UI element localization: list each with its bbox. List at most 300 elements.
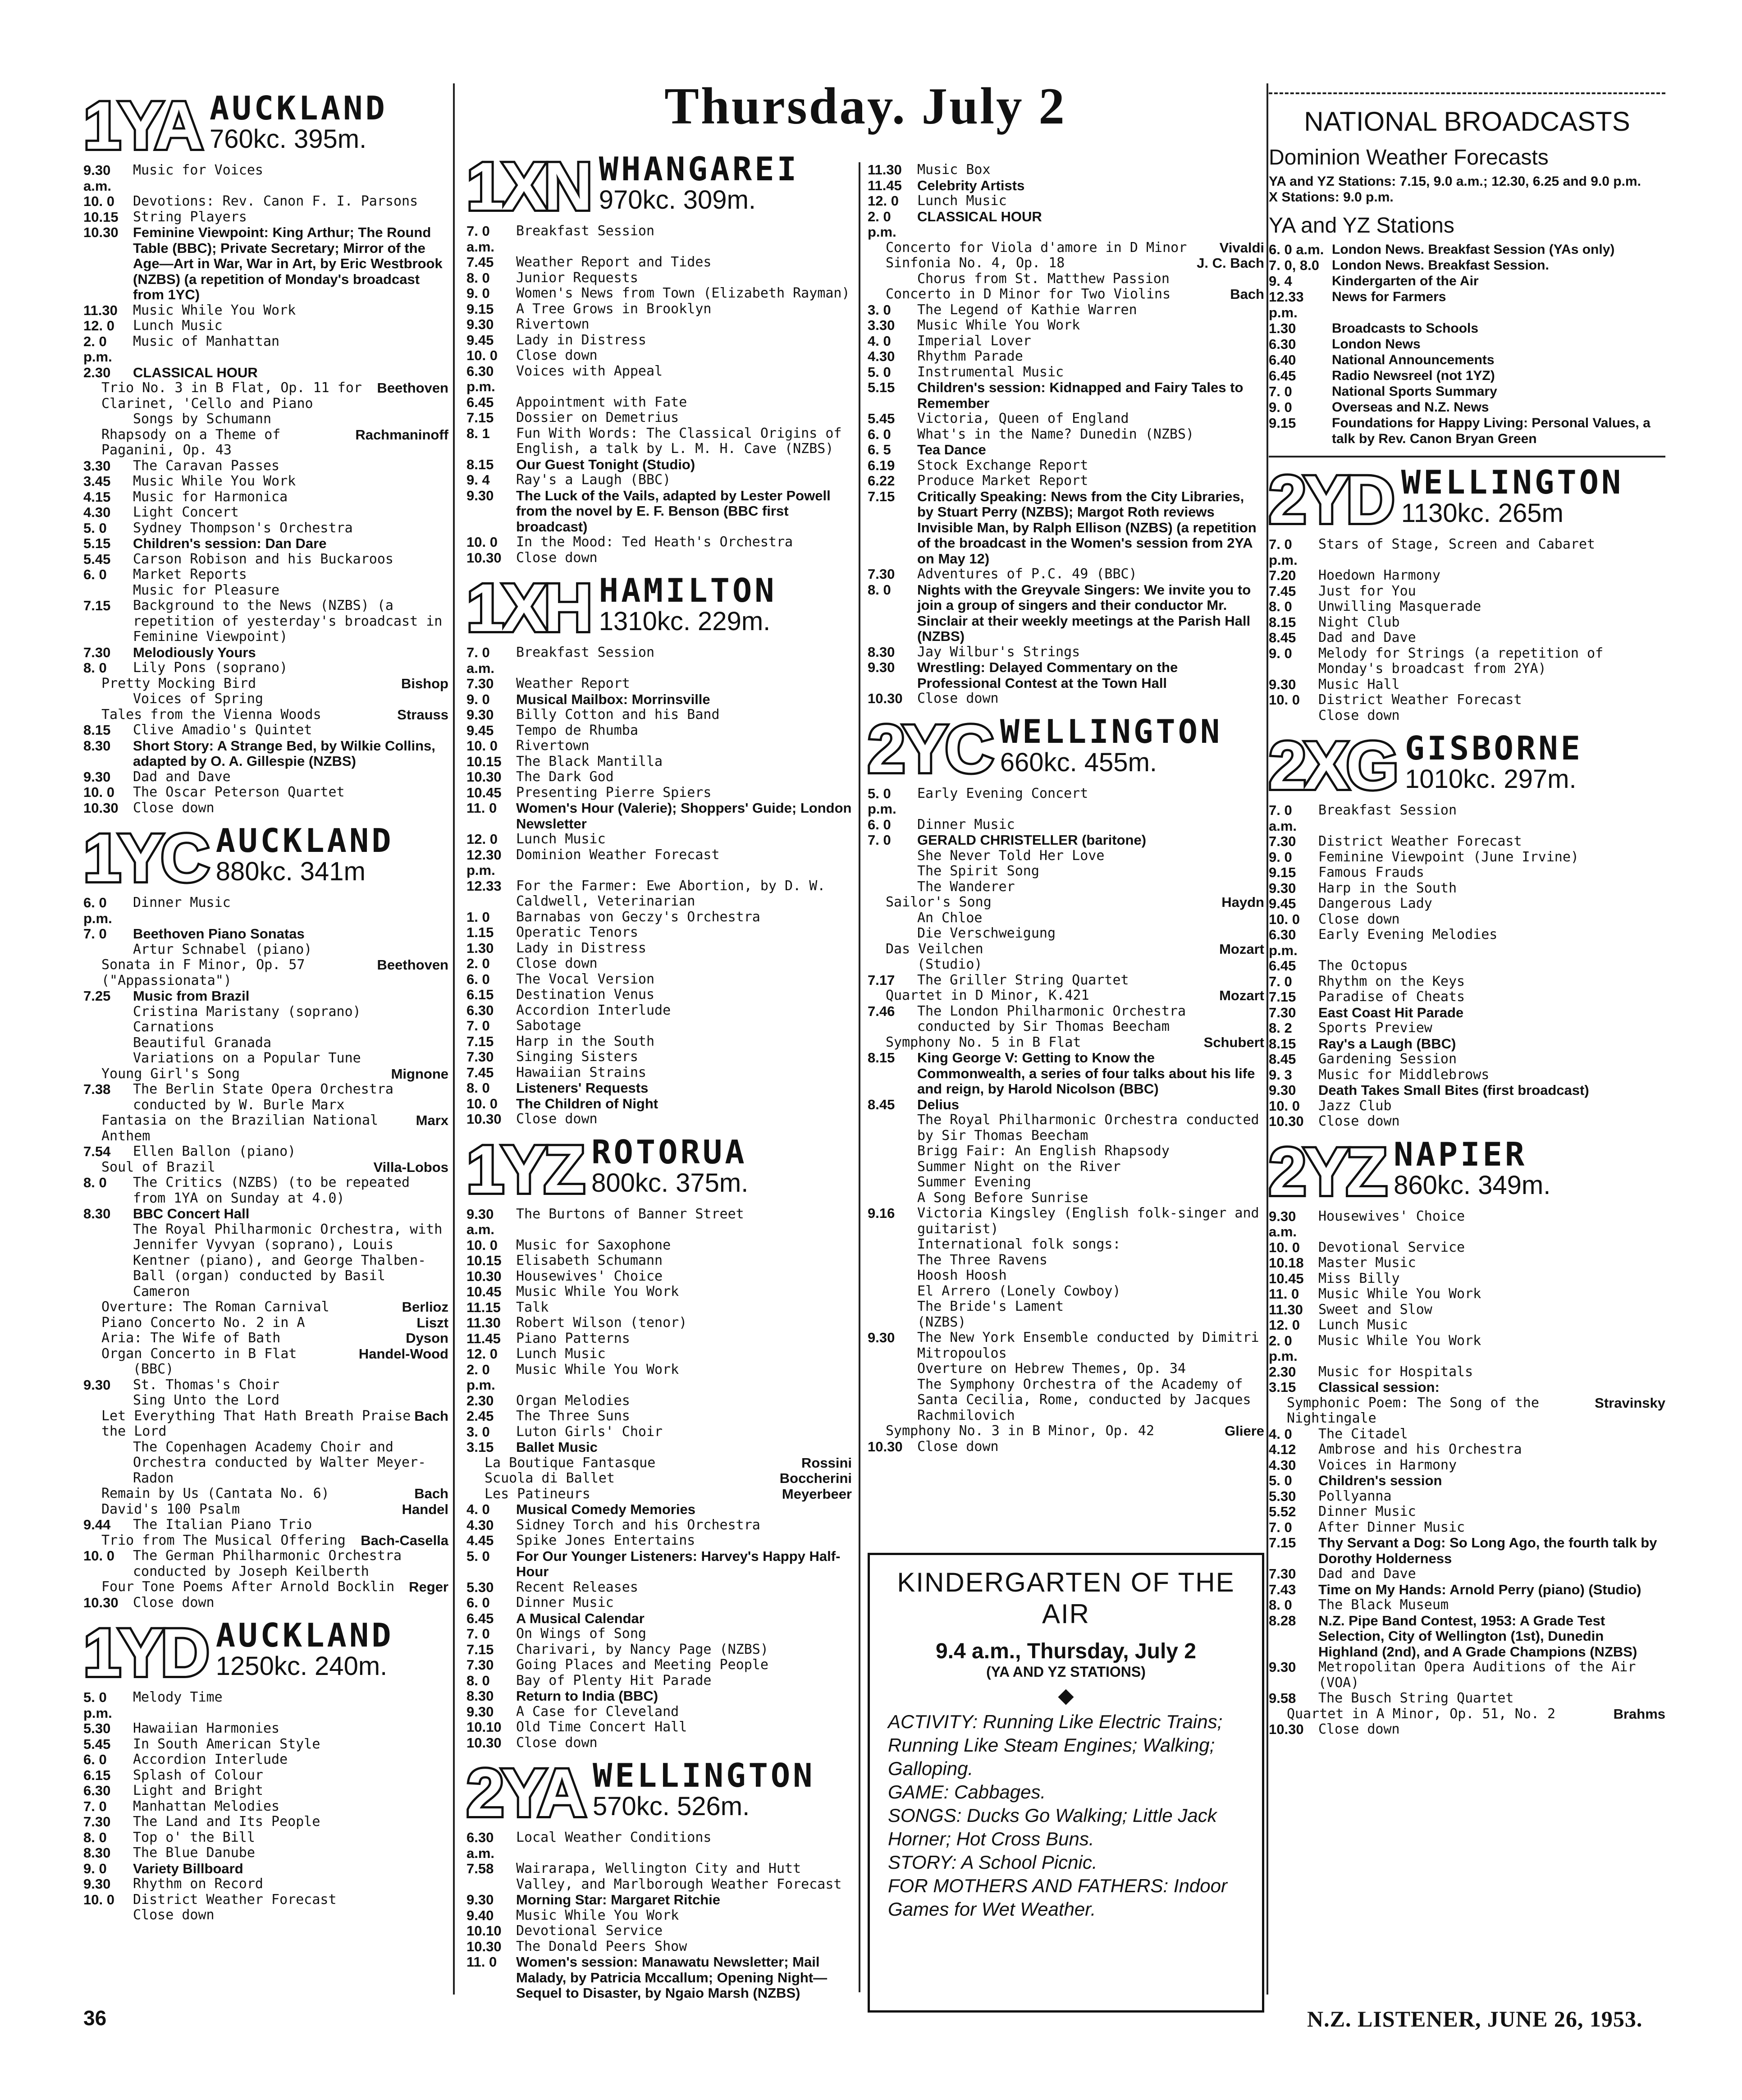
programme-row xyxy=(466,1830,852,1861)
programme-title: Master Music xyxy=(1318,1255,1416,1271)
station-header xyxy=(466,1131,852,1207)
programme-time: 8.15 xyxy=(1269,614,1296,630)
programme-time: 10. 0 xyxy=(83,1891,114,1908)
programme-time: 9.30 xyxy=(1269,1082,1296,1098)
programme-row xyxy=(83,988,448,1004)
programme-title: String Players xyxy=(133,209,247,225)
programme-time: 4. 0 xyxy=(1269,1426,1292,1442)
programme-time xyxy=(83,1362,133,1377)
programme-row xyxy=(466,1331,852,1347)
composer: Rossini xyxy=(801,1455,852,1471)
programme-row xyxy=(1269,881,1665,897)
national-time: 9. 0 xyxy=(1269,399,1292,415)
programme-title: Organ Melodies xyxy=(516,1392,630,1409)
programme-time: 3.15 xyxy=(1269,1379,1296,1395)
station-frequency: 800kc. 375m. xyxy=(591,1168,749,1198)
programme-title: Rhythm on Record xyxy=(133,1876,263,1892)
programme-time: 4. 0 xyxy=(466,1501,490,1517)
programme-line xyxy=(83,957,448,988)
station-logo: 2YZ xyxy=(1269,1133,1385,1209)
programme-title: Charivari, by Nancy Page (NZBS) xyxy=(516,1641,768,1657)
programme-row xyxy=(868,162,1264,178)
programme-row xyxy=(466,1362,852,1393)
programme-time: 9. 3 xyxy=(1269,1066,1292,1083)
programme-title: Victoria Kingsley (English folk-singer and guitarist) xyxy=(917,1205,1259,1237)
programme-row xyxy=(83,1783,448,1799)
programme-item: Organ Concerto in B Flat xyxy=(101,1345,297,1362)
programme-time: 2.30 xyxy=(83,364,111,380)
programme-row xyxy=(1269,1427,1665,1442)
programme-item: Let Everything That Hath Breath Praise the Lord xyxy=(101,1408,411,1439)
programme-time: 8. 0 xyxy=(83,660,107,676)
station-header xyxy=(83,1615,448,1690)
programme-time: 8.45 xyxy=(1269,630,1296,645)
programme-title: The Wanderer xyxy=(917,878,1015,895)
programme-title: The Copenhagen Academy Choir and Orchestra conducted by Walter Meyer-Radon xyxy=(133,1439,426,1486)
station-logo: 2YC xyxy=(868,710,991,787)
programme-title: Overture on Hebrew Themes, Op. 34 xyxy=(917,1361,1186,1377)
programme-row xyxy=(83,1721,448,1737)
programme-title: Adventures of P.C. 49 (BBC) xyxy=(917,566,1137,582)
programme-row xyxy=(466,1284,852,1300)
programme-title: Feminine Viewpoint (June Irvine) xyxy=(1318,849,1579,865)
programme-row xyxy=(868,957,1264,973)
programme-row xyxy=(1269,1036,1665,1052)
composer: Mozart xyxy=(1219,988,1264,1003)
programme-time: 11. 0 xyxy=(466,1954,497,1970)
programme-item: Concerto for Viola d'amore in D Minor xyxy=(886,239,1187,256)
programme-title: N.Z. Pipe Band Contest, 1953: A Grade Test Selection, City of Wellington (1st), Dunedin Highland (2nd), and A Grade Champions (NZBS) xyxy=(1318,1612,1637,1660)
programme-time: 11.30 xyxy=(1269,1301,1303,1318)
programme-title: CLASSICAL HOUR xyxy=(917,208,1042,224)
programme-time: 8.15 xyxy=(83,722,111,738)
station-frequency: 570kc. 526m. xyxy=(593,1792,750,1821)
programme-time: 9. 0 xyxy=(1269,849,1292,865)
programme-item: Das Veilchen xyxy=(886,941,983,957)
programme-row xyxy=(868,848,1264,864)
programme-time: 11.45 xyxy=(466,1330,501,1346)
programme-row xyxy=(83,365,448,381)
programme-row xyxy=(83,474,448,490)
programme-time: 9. 0 xyxy=(1269,645,1292,661)
programme-row xyxy=(466,1939,852,1955)
programme-row xyxy=(83,1595,448,1611)
programme-time: 9.30 xyxy=(466,316,494,332)
programme-time: 10. 0 xyxy=(466,738,498,754)
national-time: 9. 4 xyxy=(1269,273,1292,289)
programme-time: 7.20 xyxy=(1269,567,1296,583)
composer: Villa-Lobos xyxy=(373,1159,448,1175)
programme-title: Rivertown xyxy=(516,316,590,332)
weather-forecasts-title: Dominion Weather Forecasts xyxy=(1269,146,1549,169)
programme-time: 9.15 xyxy=(1269,865,1296,880)
programme-time: 9.30 xyxy=(466,707,494,723)
programme-title: Harp in the South xyxy=(516,1033,655,1049)
programme-row xyxy=(466,1049,852,1065)
national-title: London News xyxy=(1332,337,1421,352)
programme-time: 10.45 xyxy=(1269,1270,1304,1286)
programme-row xyxy=(868,1299,1264,1315)
national-broadcasts-title: NATIONAL BROADCASTS xyxy=(1269,92,1665,137)
programme-row xyxy=(1269,692,1665,708)
programme-list xyxy=(83,1690,448,1923)
programme-title: Rhythm on the Keys xyxy=(1318,973,1465,989)
programme-title: Background to the News (NZBS) (a repetition of yesterday's broadcast in Feminine Viewpoint) xyxy=(133,598,443,645)
programme-row xyxy=(868,1144,1264,1159)
programme-time: 5.15 xyxy=(868,380,895,395)
programme-item: Tales from the Vienna Woods xyxy=(101,706,321,723)
programme-row xyxy=(466,1424,852,1440)
programme-title: Hawaiian Harmonies xyxy=(133,1720,280,1736)
divider xyxy=(1269,456,1665,458)
programme-title: Music While You Work xyxy=(516,1284,679,1299)
programme-title: Children's session: Dan Dare xyxy=(133,535,327,551)
programme-time xyxy=(83,1440,133,1487)
programme-row xyxy=(868,1175,1264,1190)
programme-row xyxy=(466,1580,852,1596)
programme-row xyxy=(466,317,852,333)
station-name: WELLINGTON xyxy=(1401,463,1624,501)
national-time: 7. 0, 8.0 xyxy=(1269,257,1320,273)
ya-yz-stations-title: YA and YZ Stations xyxy=(1269,214,1454,238)
programme-row xyxy=(83,1206,448,1222)
programme-title: Produce Market Report xyxy=(917,473,1088,489)
programme-title: Death Takes Small Bites (first broadcast) xyxy=(1318,1082,1589,1098)
programme-title: Dad and Dave xyxy=(1318,630,1416,645)
programme-row xyxy=(1269,708,1665,724)
programme-row xyxy=(83,1814,448,1830)
programme-title: Ballet Music xyxy=(516,1439,598,1455)
programme-row xyxy=(1269,1473,1665,1489)
programme-row xyxy=(1269,1255,1665,1271)
programme-title: Devotional Service xyxy=(1318,1239,1465,1255)
programme-time xyxy=(868,1268,917,1284)
programme-title: Summer Evening xyxy=(917,1174,1031,1190)
programme-time: 1. 0 xyxy=(466,909,490,925)
programme-title: The Burtons of Banner Street xyxy=(516,1206,744,1222)
programme-row xyxy=(83,303,448,319)
programme-title: Breakfast Session xyxy=(516,223,655,239)
programme-time: 7. 0 xyxy=(83,926,107,942)
programme-time xyxy=(868,271,917,287)
programme-title: The Legend of Kathie Warren xyxy=(917,302,1137,318)
programme-row xyxy=(466,1440,852,1455)
programme-row xyxy=(466,1003,852,1019)
programme-time xyxy=(83,1020,133,1035)
programme-row xyxy=(83,1799,448,1815)
programme-title: Music Hall xyxy=(1318,676,1400,692)
station-info xyxy=(1394,1135,1551,1200)
programme-title: International folk songs: xyxy=(917,1236,1121,1252)
programme-title: Devotional Service xyxy=(516,1923,663,1939)
programme-row xyxy=(466,1096,852,1112)
programme-row xyxy=(868,411,1264,427)
programme-title: (NZBS) xyxy=(917,1314,966,1330)
national-time: 6.30 xyxy=(1269,336,1296,352)
programme-item: Pretty Mocking Bird xyxy=(101,675,256,691)
programme-row xyxy=(466,1207,852,1238)
station-logo: 1YA xyxy=(83,87,201,163)
programme-time: 7.30 xyxy=(1269,1566,1296,1582)
programme-title: BBC Concert Hall xyxy=(133,1206,250,1222)
programme-time: 9.40 xyxy=(466,1907,494,1923)
programme-time: 4.15 xyxy=(83,489,111,505)
programme-time: 3.30 xyxy=(868,317,895,333)
programme-time: 7.15 xyxy=(83,598,111,613)
column-rule-right xyxy=(1266,83,1268,1995)
programme-line xyxy=(868,895,1264,910)
programme-title: Piano Patterns xyxy=(516,1330,630,1346)
national-row xyxy=(1269,336,1665,352)
programme-item: Quartet in A Minor, Op. 51, No. 2 xyxy=(1287,1706,1556,1722)
programme-time: 7. 0 a.m. xyxy=(466,645,495,676)
programme-title: Early Evening Melodies xyxy=(1318,927,1498,942)
programme-title: Elisabeth Schumann xyxy=(516,1253,663,1268)
programme-time: 10. 0 xyxy=(466,348,498,363)
programme-title: For Our Younger Listeners: Harvey's Happy Half-Hour xyxy=(516,1548,841,1579)
programme-title: The Vocal Version xyxy=(516,971,655,987)
programme-time: 8.45 xyxy=(1269,1051,1296,1067)
programme-title: Critically Speaking: News from the City Libraries, by Stuart Perry (NZBS); Margot Roth reviews Invisible Man, by Ralph Ellison (NZBS) (a repetition of the broadcast in the Women's session from 2YA on May 12) xyxy=(917,488,1257,567)
programme-row xyxy=(466,1018,852,1034)
programme-time: 9.16 xyxy=(868,1205,895,1221)
programme-title: Going Places and Meeting People xyxy=(516,1657,768,1673)
composer: Meyerbeer xyxy=(782,1486,852,1502)
programme-title: Voices in Harmony xyxy=(1318,1457,1457,1473)
programme-title: The Critics (NZBS) (to be repeated from 1YA on Sunday at 4.0) xyxy=(133,1175,410,1206)
programme-title: Women's News from Town (Elizabeth Rayman) xyxy=(516,285,850,301)
programme-title: Breakfast Session xyxy=(516,645,655,660)
programme-title: Sweet and Slow xyxy=(1318,1301,1432,1318)
programme-item: David's 100 Psalm xyxy=(101,1501,240,1517)
programme-line xyxy=(83,1299,448,1315)
programme-row xyxy=(868,1253,1264,1268)
programme-title: The Dark God xyxy=(516,769,614,785)
programme-title: The Oscar Peterson Quartet xyxy=(133,784,345,800)
programme-time: 11. 0 xyxy=(466,800,497,816)
programme-time: 9.30 xyxy=(83,769,111,785)
programme-title: The Spirit Song xyxy=(917,863,1039,879)
composer: Marx xyxy=(416,1112,448,1128)
programme-time: 2. 0 p.m. xyxy=(466,1361,495,1393)
programme-row xyxy=(1269,615,1665,631)
programme-title: Rhythm Parade xyxy=(917,348,1023,364)
programme-row xyxy=(83,1051,448,1066)
programme-list xyxy=(83,163,448,816)
programme-time: 10.18 xyxy=(1269,1255,1304,1271)
programme-time: 2.30 xyxy=(466,1392,494,1409)
programme-time: 3. 0 xyxy=(466,1423,490,1440)
programme-time xyxy=(83,1051,133,1066)
programme-time: 2. 0 p.m. xyxy=(1269,1332,1298,1364)
programme-title: Melody for Strings (a repetition of Monday's broadcast from 2YA) xyxy=(1318,645,1604,677)
programme-time: 7.46 xyxy=(868,1003,895,1019)
programme-time: 7.15 xyxy=(1269,989,1296,1005)
national-time: 12.33 p.m. xyxy=(1269,289,1304,320)
programme-time: 9.30 a.m. xyxy=(1269,1208,1297,1240)
programme-title: St. Thomas's Choir xyxy=(133,1377,280,1393)
programme-row xyxy=(1269,1364,1665,1380)
programme-time: 8.30 xyxy=(83,1206,111,1222)
programme-row xyxy=(83,318,448,334)
programme-time: 9.15 xyxy=(466,301,494,317)
station-frequency: 1010kc. 297m. xyxy=(1405,764,1577,794)
composer: Stravinsky xyxy=(1595,1395,1665,1411)
programme-time: 11.30 xyxy=(83,302,118,318)
programme-title: The Children of Night xyxy=(516,1095,658,1112)
page-number: 36 xyxy=(83,2006,107,2030)
programme-row xyxy=(868,380,1264,411)
programme-time: 7.45 xyxy=(466,1064,494,1080)
programme-title: Music While You Work xyxy=(917,317,1080,333)
programme-row xyxy=(868,1268,1264,1284)
programme-row xyxy=(1269,1286,1665,1302)
programme-row xyxy=(83,660,448,676)
programme-title: Close down xyxy=(133,800,215,816)
programme-time: 7.15 xyxy=(466,1033,494,1049)
programme-item: Sailor's Song xyxy=(886,894,992,910)
programme-time xyxy=(868,1361,917,1377)
programme-row xyxy=(83,801,448,816)
programme-time: 4.30 xyxy=(868,348,895,364)
programme-item: Remain by Us (Cantata No. 6) xyxy=(101,1486,329,1501)
programme-title: East Coast Hit Parade xyxy=(1318,1004,1464,1020)
station-info xyxy=(599,152,799,215)
station-logo: 2YD xyxy=(1269,462,1392,537)
national-row xyxy=(1269,399,1665,415)
programme-row xyxy=(1269,584,1665,599)
programme-time: 8. 2 xyxy=(1269,1020,1292,1036)
programme-row xyxy=(466,1642,852,1658)
programme-row xyxy=(466,410,852,426)
programme-item: Les Patineurs xyxy=(485,1486,590,1502)
programme-time: 10.15 xyxy=(466,1253,502,1268)
programme-row xyxy=(466,1861,852,1892)
programme-time: 7.30 xyxy=(1269,833,1296,849)
programme-time: 10.45 xyxy=(466,1284,502,1299)
programme-title: The Royal Philharmonic Orchestra conducted by Sir Thomas Beecham xyxy=(917,1112,1259,1144)
programme-title: The Blue Danube xyxy=(133,1845,255,1861)
programme-row xyxy=(83,225,448,303)
programme-title: Carnations xyxy=(133,1019,215,1035)
programme-row xyxy=(83,1440,448,1487)
programme-line xyxy=(83,1579,448,1595)
programme-time: 4.30 xyxy=(466,1517,494,1533)
programme-title: Cristina Maristany (soprano) xyxy=(133,1003,361,1020)
programme-time xyxy=(868,864,917,879)
programme-line xyxy=(83,1066,448,1082)
programme-time: 10.30 xyxy=(1269,1113,1304,1129)
programme-row xyxy=(466,1954,852,2001)
programme-time: 7.38 xyxy=(83,1081,111,1097)
programme-time xyxy=(868,910,917,926)
programme-title: Bay of Plenty Hit Parade xyxy=(516,1672,712,1688)
programme-row xyxy=(83,1517,448,1533)
programme-time: 9.30 xyxy=(868,1330,895,1345)
programme-time xyxy=(868,1144,917,1159)
programme-title: Children's session: Kidnapped and Fairy Tales to Remember xyxy=(917,380,1244,411)
programme-title: Famous Frauds xyxy=(1318,865,1424,880)
station-name: NAPIER xyxy=(1394,1135,1527,1173)
station-name: AUCKLAND xyxy=(210,89,388,127)
programme-time: 10.15 xyxy=(83,209,119,225)
programme-title: Close down xyxy=(516,1734,598,1751)
programme-time: 7.15 xyxy=(466,1641,494,1657)
programme-title: Music While You Work xyxy=(516,1361,679,1377)
programme-item: La Boutique Fantasque xyxy=(485,1455,656,1471)
programme-row xyxy=(83,1020,448,1035)
programme-row xyxy=(466,941,852,956)
programme-title: Sing Unto the Lord xyxy=(133,1392,280,1408)
programme-title: CLASSICAL HOUR xyxy=(133,364,258,380)
composer: Brahms xyxy=(1613,1706,1665,1722)
programme-time: 9.45 xyxy=(1269,896,1296,911)
programme-title: Housewives' Choice xyxy=(1318,1208,1465,1224)
programme-time: 8.15 xyxy=(1269,1035,1296,1052)
column-rule-left xyxy=(453,83,455,1995)
programme-time: 5.30 xyxy=(83,1720,111,1736)
national-time: 6.40 xyxy=(1269,352,1296,368)
station-name: AUCKLAND xyxy=(215,1616,394,1654)
programme-time: 3. 0 xyxy=(868,302,891,318)
programme-title: Wrestling: Delayed Commentary on the Professional Contest at the Town Hall xyxy=(917,659,1178,691)
programme-time: 2.30 xyxy=(1269,1363,1296,1380)
programme-title: Unwilling Masquerade xyxy=(1318,599,1481,614)
programme-time xyxy=(83,1393,133,1409)
programme-time: 12. 0 xyxy=(868,193,899,209)
programme-line xyxy=(83,427,448,458)
programme-row xyxy=(466,769,852,785)
programme-title: Sydney Thompson's Orchestra xyxy=(133,520,353,536)
programme-row xyxy=(868,458,1264,474)
programme-row xyxy=(1269,1083,1665,1098)
programme-time: 7.43 xyxy=(1269,1581,1296,1597)
national-row xyxy=(1269,415,1665,447)
programme-time xyxy=(868,1175,917,1190)
programme-time: 7.30 xyxy=(868,566,895,582)
programme-time: 6.15 xyxy=(83,1767,111,1783)
programme-time: 8. 0 xyxy=(83,1829,107,1845)
programme-time: 7.15 xyxy=(868,488,895,504)
column-2b xyxy=(868,162,1264,1455)
programme-title: Recent Releases xyxy=(516,1579,638,1595)
programme-title: King George V: Getting to Know the Commonwealth, a series of four talks about his life and reign, by Harold Nicolson (BBC) xyxy=(917,1050,1255,1097)
programme-time: 11. 0 xyxy=(1269,1286,1299,1302)
programme-line xyxy=(83,1486,448,1502)
programme-title: Summer Night on the River xyxy=(917,1158,1121,1175)
programme-time: 6.30 p.m. xyxy=(466,363,495,394)
programme-list xyxy=(466,1830,852,2001)
programme-row xyxy=(868,645,1264,660)
programme-time: 9.58 xyxy=(1269,1690,1296,1706)
station-logo: 1YD xyxy=(83,1615,207,1690)
composer: J. C. Bach xyxy=(1197,255,1264,271)
programme-row xyxy=(868,1315,1264,1331)
programme-title: Close down xyxy=(516,348,598,363)
programme-row xyxy=(868,1190,1264,1206)
programme-title: A Musical Calendar xyxy=(516,1610,645,1626)
programme-time: 7.25 xyxy=(83,988,111,1004)
national-row xyxy=(1269,320,1665,336)
programme-row xyxy=(83,1861,448,1877)
programme-row xyxy=(868,660,1264,691)
programme-title: The Three Suns xyxy=(516,1408,630,1424)
programme-title: GERALD CHRISTELLER (baritone) xyxy=(917,832,1147,848)
programme-row xyxy=(83,1737,448,1752)
programme-title: A Tree Grows in Brooklyn xyxy=(516,301,712,317)
composer: Rachmaninoff xyxy=(355,426,448,443)
programme-row xyxy=(83,1144,448,1160)
